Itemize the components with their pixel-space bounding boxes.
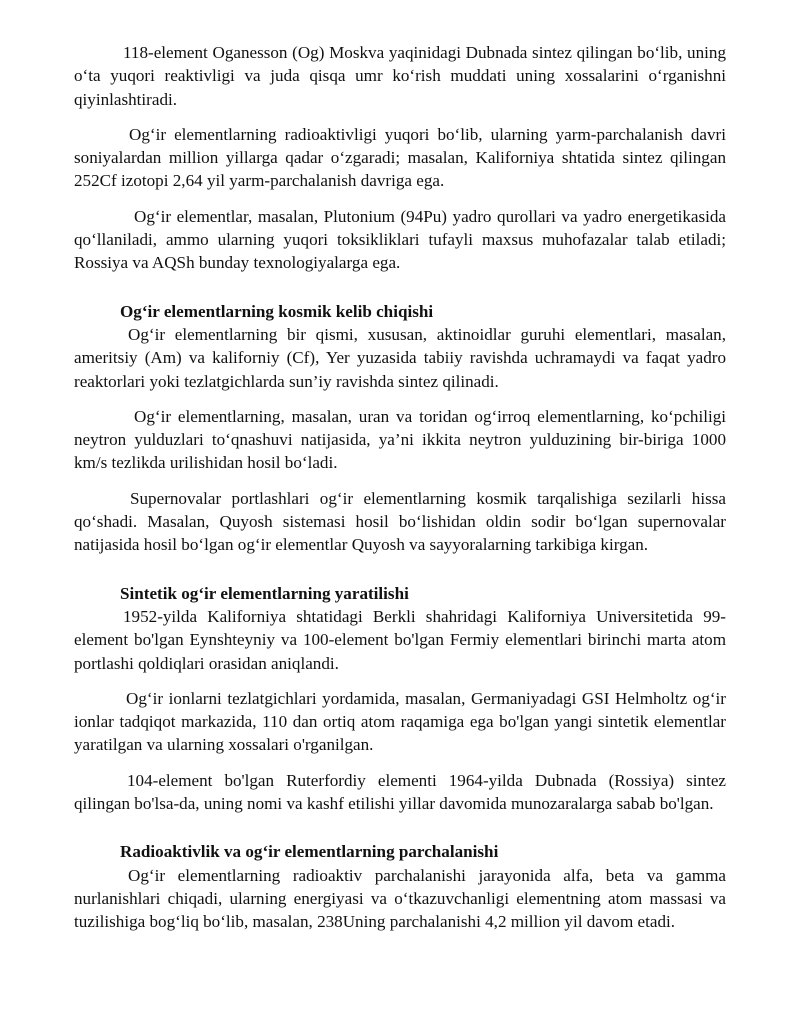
paragraph-plutonium: Og‘ir elementlar, masalan, Plutonium (94Pu) yadro qurollari va yadro energetikasida qo‘llaniladi, ammo ularning yuqori toksikliklari tufayli maxsus muhofazalar talab etiladi; Rossiya va AQSh bunday texnologiyalarga ega. (74, 206, 726, 273)
paragraph-actinoids: Og‘ir elementlarning bir qismi, xususan, aktinoidlar guruhi elementlari, masalan, ameritsiy (Am) va kaliforniy (Cf), Yer yuzasida tabiiy ravishda uchramaydi va faqat yadro reaktorlari yoki tezlatgichlarda sun’iy ravishda sintez qilinadi. (74, 324, 726, 391)
paragraph-radioactivity: Og‘ir elementlarning radioaktivligi yuqori bo‘lib, ularning yarm-parchalanish davri soniyalardan million yillarga qadar o‘zgaradi; masalan, Kaliforniya shtatida sintez qilingan 252Cf izotopi 2,64 yil yarm-parchalanish davriga ega. (74, 124, 726, 191)
paragraph-decay-radiation: Og‘ir elementlarning radioaktiv parchalanishi jarayonida alfa, beta va gamma nurlanishlari chiqadi, ularning energiyasi va o‘tkazuvchanligi elementning atom massasi va tuzilishiga bog‘liq bo‘lib, masalan, 238Uning parchalanishi 4,2 million yil davom etadi. (74, 865, 726, 932)
paragraph-oganesson: 118-element Oganesson (Og) Moskva yaqinidagi Dubnada sintez qilingan bo‘lib, uning o‘ta yuqori reaktivligi va juda qisqa umr ko‘rish muddati uning xossalarini o‘rganishni qiyinlashtiradi. (74, 43, 726, 109)
heading-cosmic-origin: Og‘ir elementlarning kosmik kelib chiqishi (120, 301, 434, 321)
paragraph-rutherfordium: 104-element bo'lgan Ruterfordiy elementi 1964-yilda Dubnada (Rossiya) sintez qilingan bo'lsa-da, uning nomi va kashf etilishi yillar davomida munozaralarga sabab bo'lgan. (74, 770, 726, 814)
heading-radioactive-decay: Radioaktivlik va og‘ir elementlarning parchalanishi (120, 842, 499, 862)
heading-synthetic-elements: Sintetik og‘ir elementlarning yaratilishi (120, 583, 409, 603)
paragraph-neutron-stars: Og‘ir elementlarning, masalan, uran va toridan og‘irroq elementlarning, ko‘pchiligi neytron yulduzlari to‘qnashuvi natijasida, ya’ni ikkita neytron yulduzining bir-biriga 1000 km/s tezlikda urilishidan hosil bo‘ladi. (74, 406, 726, 473)
paragraph-gsi-helmholtz: Og‘ir ionlarni tezlatgichlari yordamida, masalan, Germaniyadagi GSI Helmholtz og‘ir ionlar tadqiqot markazida, 110 dan ortiq atom raqamiga ega bo'lgan yangi sintetik elementlar yaratilgan va ularning xossalari o'rganilgan. (74, 688, 726, 755)
paragraph-berkeley-1952: 1952-yilda Kaliforniya shtatidagi Berkli shahridagi Kaliforniya Universitetida 99-element bo'lgan Eynshteyniy va 100-element bo'lgan Fermiy elementlari birinchi marta atom portlashi qoldiqlari orasidan aniqlandi. (74, 606, 726, 673)
paragraph-supernovae: Supernovalar portlashlari og‘ir elementlarning kosmik tarqalishiga sezilarli hissa qo‘shadi. Masalan, Quyosh sistemasi hosil bo‘lishidan oldin sodir bo‘lgan supernovalar natijasida hosil bo‘lgan og‘ir elementlar Quyosh va sayyoralarning tarkibiga kirgan. (74, 488, 726, 555)
